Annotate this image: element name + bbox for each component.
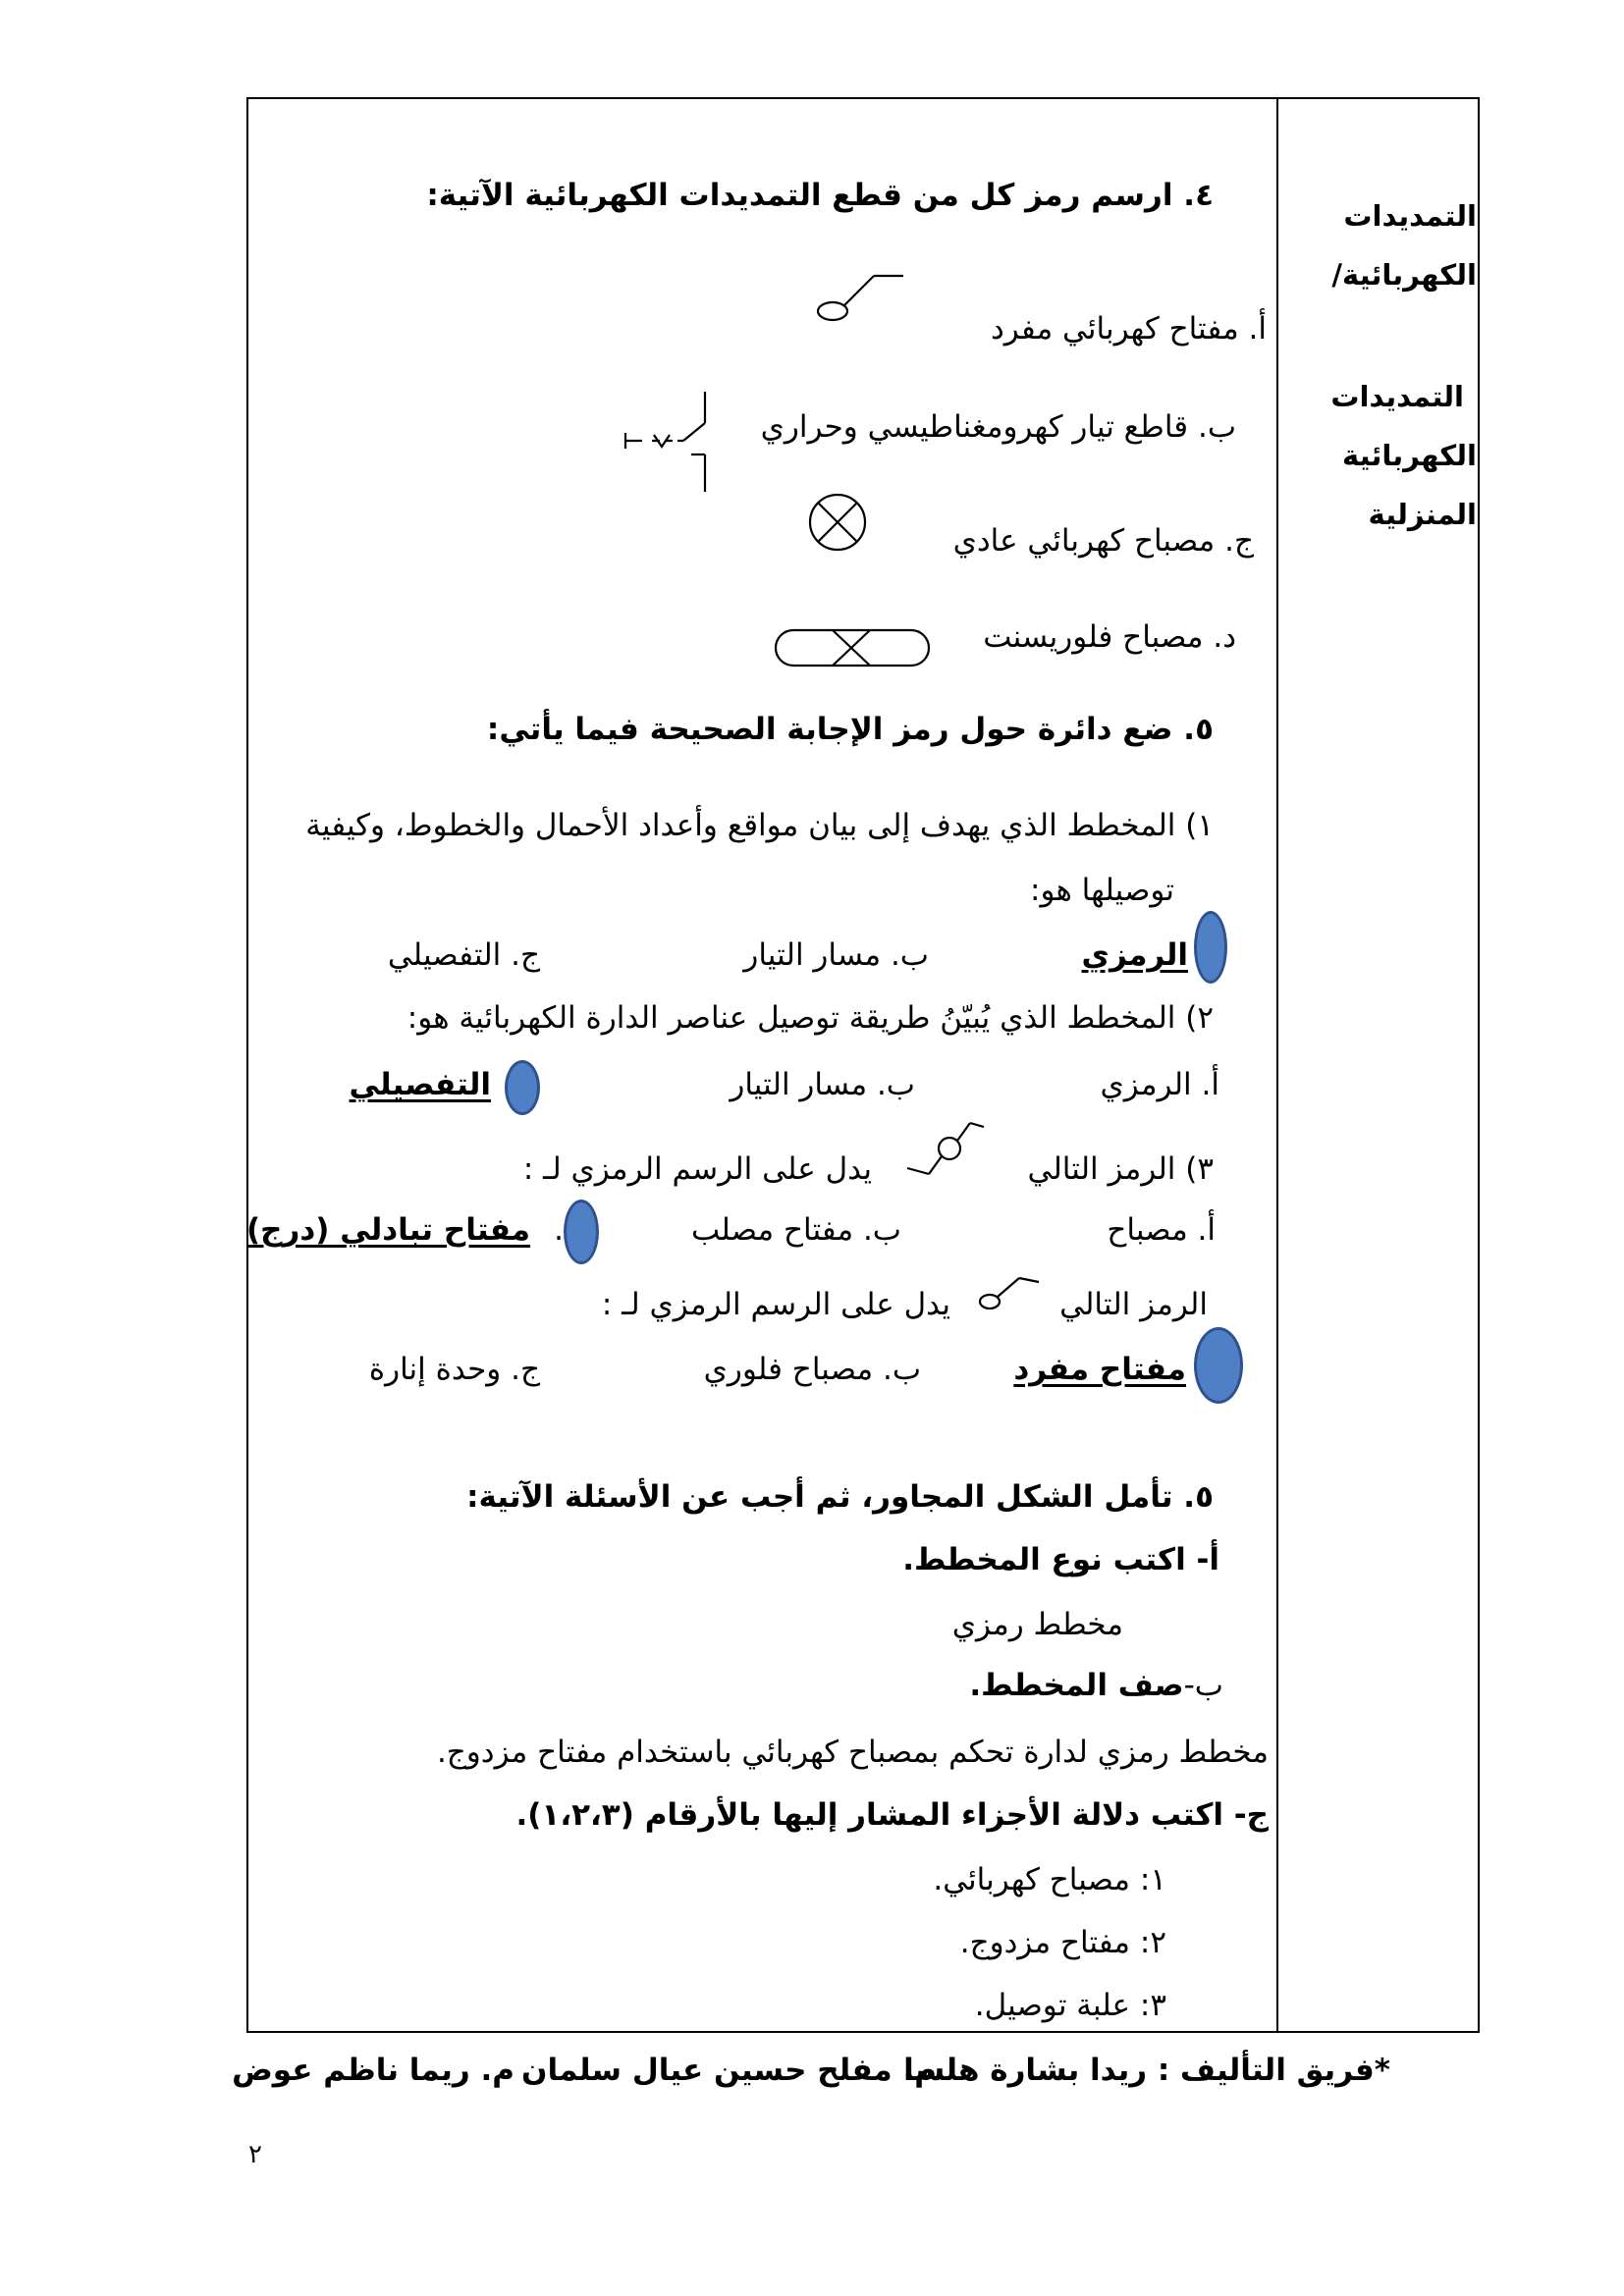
topic-line-3: التمديدات [1330, 380, 1464, 413]
answer-circle [505, 1060, 540, 1115]
q5-item1-option-c: ج. التفصيلي [387, 937, 540, 973]
q5-item2-line: ٢) المخطط الذي يُبيّنُ طريقة توصيل عناصر الدارة الكهربائية هو: [406, 1000, 1214, 1036]
q5-item4-option-a: مفتاح مفرد [1013, 1352, 1186, 1387]
single-switch-symbol-small [974, 1272, 1043, 1311]
topic-line-1: التمديدات [1343, 199, 1477, 233]
topic-line-2: الكهربائية/ [1331, 258, 1477, 292]
q5-item3-option-b: ب. مفتاح مصلب [690, 1212, 901, 1248]
column-divider [1276, 97, 1278, 2033]
topic-line-4: الكهربائية [1342, 439, 1477, 472]
author-2: م. مفلح حسين عيال سلمان [521, 2053, 937, 2088]
circuit-breaker-symbol [623, 390, 717, 496]
topic-line-5: المنزلية [1368, 498, 1477, 531]
q5-item3-option-c: مفتاح تبادلي (درج) [245, 1212, 530, 1248]
q6-part-c-2: ٢: مفتاح مزدوج. [959, 1925, 1166, 1960]
q5-item1-line2: توصيلها هو: [1030, 873, 1174, 908]
author-3: م. ريما ناظم عوض [232, 2053, 514, 2088]
q5-item3-option-a: أ. مصباح [1107, 1212, 1216, 1248]
q5-item3-post: يدل على الرسم الرمزي لـ : [522, 1151, 872, 1187]
fluorescent-lamp-symbol [774, 628, 931, 667]
page-number: ٢ [248, 2140, 262, 2169]
q4-item-c: ج. مصباح كهربائي عادي [952, 523, 1254, 559]
q4-title: ٤. ارسم رمز كل من قطع التمديدات الكهربائية الآتية: [426, 178, 1214, 213]
q5-item3-pre: ٣) الرمز التالي [1027, 1151, 1214, 1187]
single-switch-symbol [811, 266, 905, 325]
q5-item3-option-c-dot: . [554, 1212, 564, 1248]
q5-item2-option-c: التفصيلي [349, 1067, 491, 1102]
q6-part-c-title: ج- اكتب دلالة الأجزاء المشار إليها بالأرقام (١،٢،٣). [515, 1797, 1269, 1833]
q6-part-a-title: أ- اكتب نوع المخطط. [902, 1542, 1219, 1577]
q4-item-b: ب. قاطع تيار كهرومغناطيسي وحراري [760, 409, 1236, 445]
two-way-switch-symbol [903, 1115, 986, 1180]
q5-item1-option-b: ب. مسار التيار [743, 937, 929, 973]
q5-item4-option-c: ج. وحدة إنارة [368, 1352, 540, 1387]
q5-item4-post: يدل على الرسم الرمزي لـ : [601, 1287, 950, 1322]
answer-circle [564, 1200, 599, 1264]
q6-part-a-answer: مخطط رمزي [951, 1607, 1123, 1642]
q6-part-b-answer: مخطط رمزي لدارة تحكم بمصباح كهربائي باستخدام مفتاح مزدوج. [436, 1735, 1269, 1770]
q4-item-a: أ. مفتاح كهربائي مفرد [990, 311, 1267, 347]
q5-item1-line1: ١) المخطط الذي يهدف إلى بيان مواقع وأعداد الأحمال والخطوط، وكيفية [305, 808, 1214, 843]
answer-circle [1194, 911, 1227, 984]
lamp-symbol [806, 491, 869, 554]
q5-item2-option-a: أ. الرمزي [1100, 1067, 1219, 1102]
q5-item2-option-b: ب. مسار التيار [730, 1067, 915, 1102]
q5-title: ٥. ضع دائرة حول رمز الإجابة الصحيحة فيما يأتي: [486, 712, 1214, 747]
q6-part-c-1: ١: مصباح كهربائي. [933, 1862, 1166, 1897]
q5-item4-option-b: ب. مصباح فلوري [703, 1352, 921, 1387]
q5-item1-option-a: الرمزي [1081, 937, 1188, 973]
q6-part-b-title: ب-صف المخطط. [969, 1668, 1223, 1703]
q4-item-d: د. مصباح فلوريسنت [983, 619, 1236, 655]
q5-item4-pre: الرمز التالي [1059, 1287, 1208, 1322]
q6-part-c-3: ٣: علبة توصيل. [974, 1988, 1166, 2023]
answer-circle [1194, 1327, 1243, 1404]
authors-team: *فريق التأليف : ريدا بشارة هلسا [903, 2053, 1390, 2088]
q6-title: ٥. تأمل الشكل المجاور، ثم أجب عن الأسئلة الآتية: [466, 1479, 1214, 1515]
